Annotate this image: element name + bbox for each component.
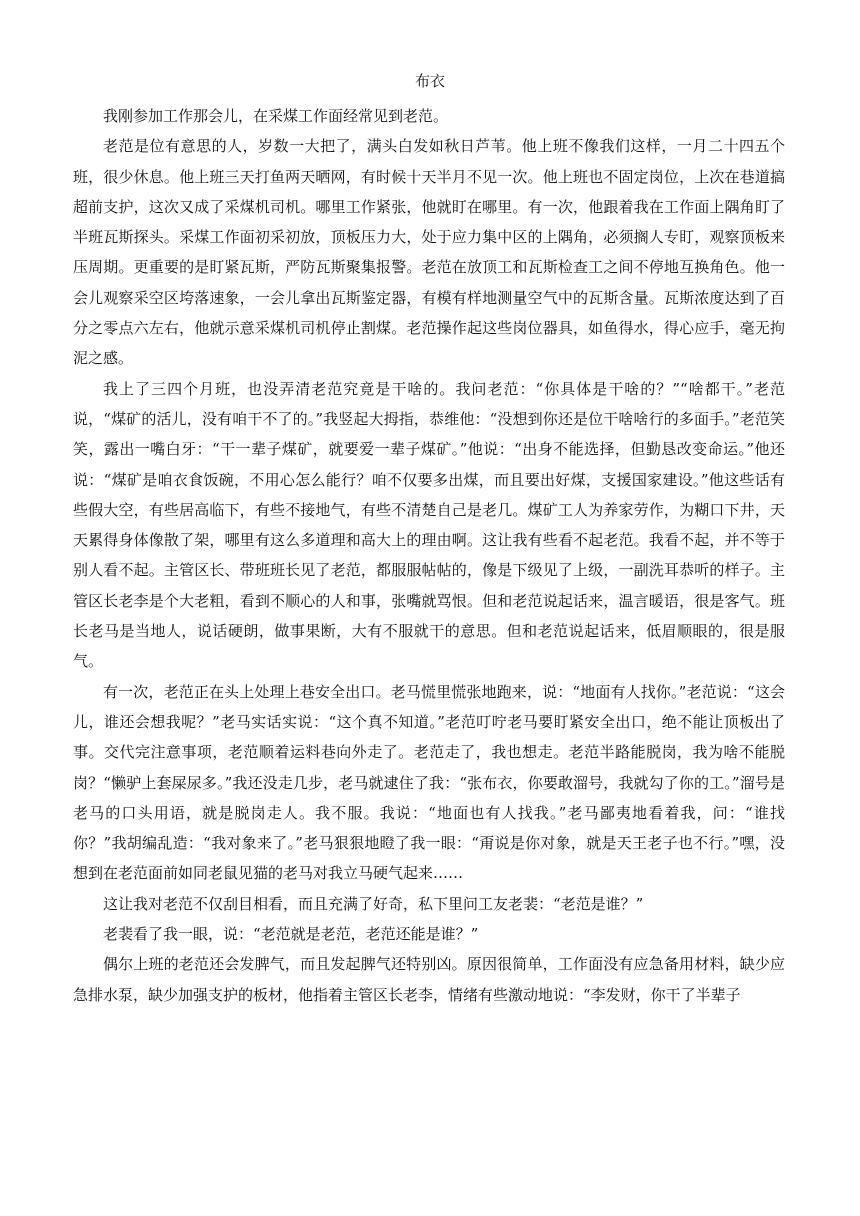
paragraph-3: 我上了三四个月班，也没弄清老范究竟是干啥的。我问老范：“你具体是干啥的？”“啥都干。”老范说，“煤矿的活儿，没有咱干不了的。”我竖起大拇指，恭维他：“没想到你还是位干啥啥行的多面手。”老范笑笑，露出一嘴白牙：“干一辈子煤矿，就要爱一辈子煤矿。”他说：“出身不能选择，但勤恳改变命运。”他还说：“煤矿是咱衣食饭碗，不用心怎么能行？咱不仅要多出煤，而且要出好煤，支援国家建设。”他这些话有些假大空，有些居高临下，有些不接地气，有些不清楚自己是老几。煤矿工人为养家劳作，为糊口下井，天天累得身体像散了架，哪里有这么多道理和高大上的理由啊。这让我有些看不起老范。我看不起，并不等于别人看不起。主管区长、带班班长见了老范，都服服帖帖的，像是下级见了上级，一副洗耳恭听的样子。主管区长老李是个大老粗，看到不顺心的人和事，张嘴就骂恨。但和老范说起话来，温言暖语，很是客气。班长老马是当地人，说话硬朗，做事果断，大有不服就干的意思。但和老范说起话来，低眉顺眼的，很是服气。 <box>73 379 785 671</box>
document-body <box>73 101 785 1010</box>
paragraph-1: 我刚参加工作那会儿，在采煤工作面经常见到老范。 <box>103 107 449 125</box>
paragraph-2: 老范是位有意思的人，岁数一大把了，满头白发如秋日芦苇。他上班不像我们这样，一月二十四五个班，很少休息。他上班三天打鱼两天晒网，有时候十天半月不见一次。他上班也不固定岗位，上次在巷道搞超前支护，这次又成了采煤机司机。哪里工作紧张，他就盯在哪里。有一次，他跟着我在工作面上隅角盯了半班瓦斯探头。采煤工作面初采初放，顶板压力大，处于应力集中区的上隅角，必须搁人专盯，观察顶板来压周期。更重要的是盯紧瓦斯，严防瓦斯聚集报警。老范在放顶工和瓦斯检查工之间不停地互换角色。他一会儿观察采空区垮落速象，一会儿拿出瓦斯鉴定器，有模有样地测量空气中的瓦斯含量。瓦斯浓度达到了百分之零点六左右，他就示意采煤机司机停止割煤。老范操作起这些岗位器具，如鱼得水，得心应手，毫无拘泥之感。 <box>73 137 785 368</box>
paragraph-5: 这让我对老范不仅刮目相看，而且充满了好奇，私下里问工友老裴：“老范是谁？” <box>103 894 644 913</box>
document-title: 布衣 <box>414 72 445 90</box>
paragraph-4: 有一次，老范正在头上处理上巷安全出口。老马慌里慌张地跑来，说：“地面有人找你。”老范说：“这会儿，谁还会想我呢？”老马实话实说：“这个真不知道。”老范叮咛老马要盯紧安全出口，绝不能让顶板出了事。交代完注意事项，老范顺着运料巷向外走了。老范走了，我也想走。老范半路能脱岗，我为啥不能脱岗？“懒驴上套屎尿多。”我还没走几步，老马就逮住了我：“张布衣，你要敢溜号，我就勾了你的工。”溜号是老马的口头用语，就是脱岗走人。我不服。我说：“地面也有人找我。”老马鄙夷地看着我，问：“谁找你？”我胡编乱造：“我对象来了。”老马狠狠地瞪了我一眼：“甭说是你对象，就是天王老子也不行。”嘿，没想到在老范面前如同老鼠见猫的老马对我立马硬气起来…… <box>73 682 785 883</box>
paragraph-7: 偶尔上班的老范还会发脾气，而且发起脾气还特别凶。原因很简单，工作面没有应急备用材料，缺少应急排水泵，缺少加强支护的板材，他指着主管区长老李，情绪有些激动地说：“李发财，你干了半辈子 <box>73 955 785 1004</box>
paragraph-6: 老裴看了我一眼，说：“老范就是老范，老范还能是谁？” <box>103 925 479 944</box>
